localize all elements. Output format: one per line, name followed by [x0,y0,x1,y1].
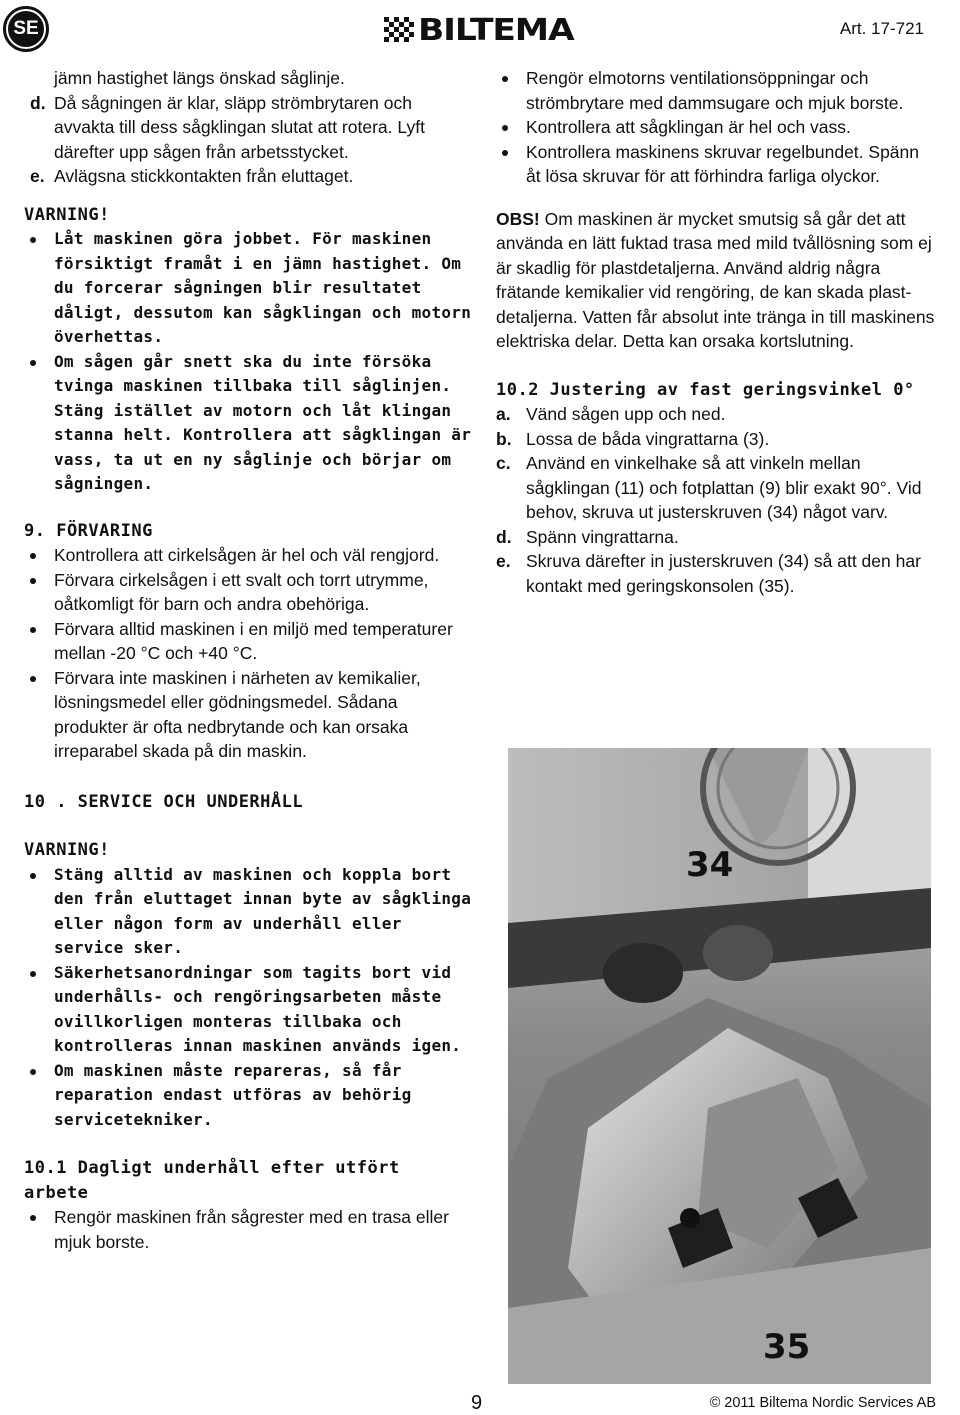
article-number: Art. 17-721 [839,19,924,38]
step-marker: e. [496,551,511,571]
label-35: 35 [763,1327,811,1367]
step-text: Spänn vingrattarna. [526,526,679,547]
storage-item: Förvara cirkelsågen i ett svalt och torrt utrymme, oåtkomligt för barn och andra obehöriga. [24,568,476,617]
warning-item: Låt maskinen göra jobbet. För maskinen försiktigt framåt i en jämn hastighet. Om du forcerar sågningen blir resultatet dåligt, dessutom kan sågklingan och motorn överhettas. [24,227,476,350]
continued-step-text: jämn hastighet längs önskad såglinje. [54,68,345,88]
step-text: Lossa de båda vingrattarna (3). [526,428,770,449]
storage-item: Förvara alltid maskinen i en miljö med temperaturer mellan -20 °C och +40 °C. [24,617,476,666]
maintenance-item: Kontrollera att sågklingan är hel och vass. [496,115,936,140]
saw-photo-illustration [508,748,931,1384]
adjust-step-e [496,549,936,598]
obs-note [496,207,936,354]
step-marker: c. [496,453,511,473]
step-marker: b. [496,428,512,449]
step-marker: d. [496,526,512,547]
copyright: © 2011 Biltema Nordic Services AB [709,1395,936,1411]
service-warning-item: Säkerhetsanordningar som tagits bort vid underhålls- och rengöringsarbeten måste ovillkorligen monteras tillbaka och kontrolleras innan maskinen används igen. [24,961,476,1059]
adjust-step-a [496,402,936,427]
saw-photo [508,748,931,1384]
adjust-step-d [496,525,936,550]
warning-item: Om sågen går snett ska du inte försöka tvinga maskinen tillbaka till såglinjen. Stäng istället av motorn och låt klingan stanna helt. Kontrollera att sågklingan är vass, ta ut en ny såglinje och börjar om sågningen. [24,350,476,497]
maintenance-item: Rengör elmotorns ventilationsöppningar och strömbrytare med dammsugare och mjuk borste. [496,66,936,115]
step-marker: a. [496,404,511,424]
brand-name: BILTEMA [418,12,574,48]
daily-item: Rengör maskinen från sågrester med en trasa eller mjuk borste. [24,1205,476,1254]
adjust-step-b [496,427,936,452]
service-warning-item: Om maskinen måste repareras, så får reparation endast utföras av behörig servicetekniker. [24,1059,476,1133]
right-column [496,66,936,598]
page-number: 9 [471,1392,483,1414]
language-badge: SE [3,6,49,52]
step-text: Använd en vinkelhake så att vinkeln mellan sågklingan (11) och fotplattan (9) blir exakt 90°. Vid behov, skruva ut justerskruven (34) något varv. [526,453,922,522]
obs-text: Om maskinen är mycket smutsig så går det att använda en lätt fuktad trasa med mild tvållösning som ej är skadlig för plastdetaljerna. Använd aldrig några frätande kemikalier vid rengöring, de kan skada plastdetaljerna. Vatten får absolut inte tränga in till maskinens elektriska delar. Detta kan orsaka kortslutning. [496,208,935,351]
biltema-logo [384,12,574,48]
obs-label: OBS! [496,208,540,229]
service-warning-item: Stäng alltid av maskinen och koppla bort den från eluttaget innan byte av sågklinga eller någon form av underhåll eller service sker. [24,863,476,961]
checker-flag-icon [384,17,414,43]
step-text: Skruva därefter in justerskruven (34) så att den har kontakt med geringskonsolen (35). [526,551,921,596]
step-marker: d. [30,92,46,113]
storage-item: Förvara inte maskinen i närheten av kemikalier, lösningsmedel eller gödningsmedel. Sådana produkter är ofta nedbrytande och kan orsaka irreparabel skada på din maskin. [24,666,476,764]
label-34: 34 [686,845,734,885]
step-text: Avlägsna stickkontakten från eluttaget. [54,166,354,186]
adjust-step-c [496,451,936,525]
step-text: Vänd sågen upp och ned. [526,404,726,424]
page-header [0,0,960,60]
storage-heading: 9. FÖRVARING [24,520,153,541]
storage-item: Kontrollera att cirkelsågen är hel och väl rengjord. [24,543,476,568]
maintenance-item: Kontrollera maskinens skruvar regelbundet. Spänn åt lösa skruvar för att förhindra farliga olyckor. [496,140,936,189]
left-column [24,66,476,1254]
adjust-heading: 10.2 Justering av fast geringsvinkel 0° [496,379,915,400]
service-warning-heading: VARNING! [24,840,110,860]
daily-maintenance-heading: 10.1 Dagligt underhåll efter utfört arbete [24,1158,400,1203]
warning-heading: VARNING! [24,204,110,225]
service-heading: 10 . SERVICE OCH UNDERHÅLL [24,791,304,812]
step-d [24,91,476,165]
step-text: Då sågningen är klar, släpp strömbrytaren och avvakta till dess sågklingan slutat att rotera. Lyft därefter upp sågen från arbetsstycket. [54,92,425,162]
step-marker: e. [30,166,45,186]
step-e [24,164,476,189]
